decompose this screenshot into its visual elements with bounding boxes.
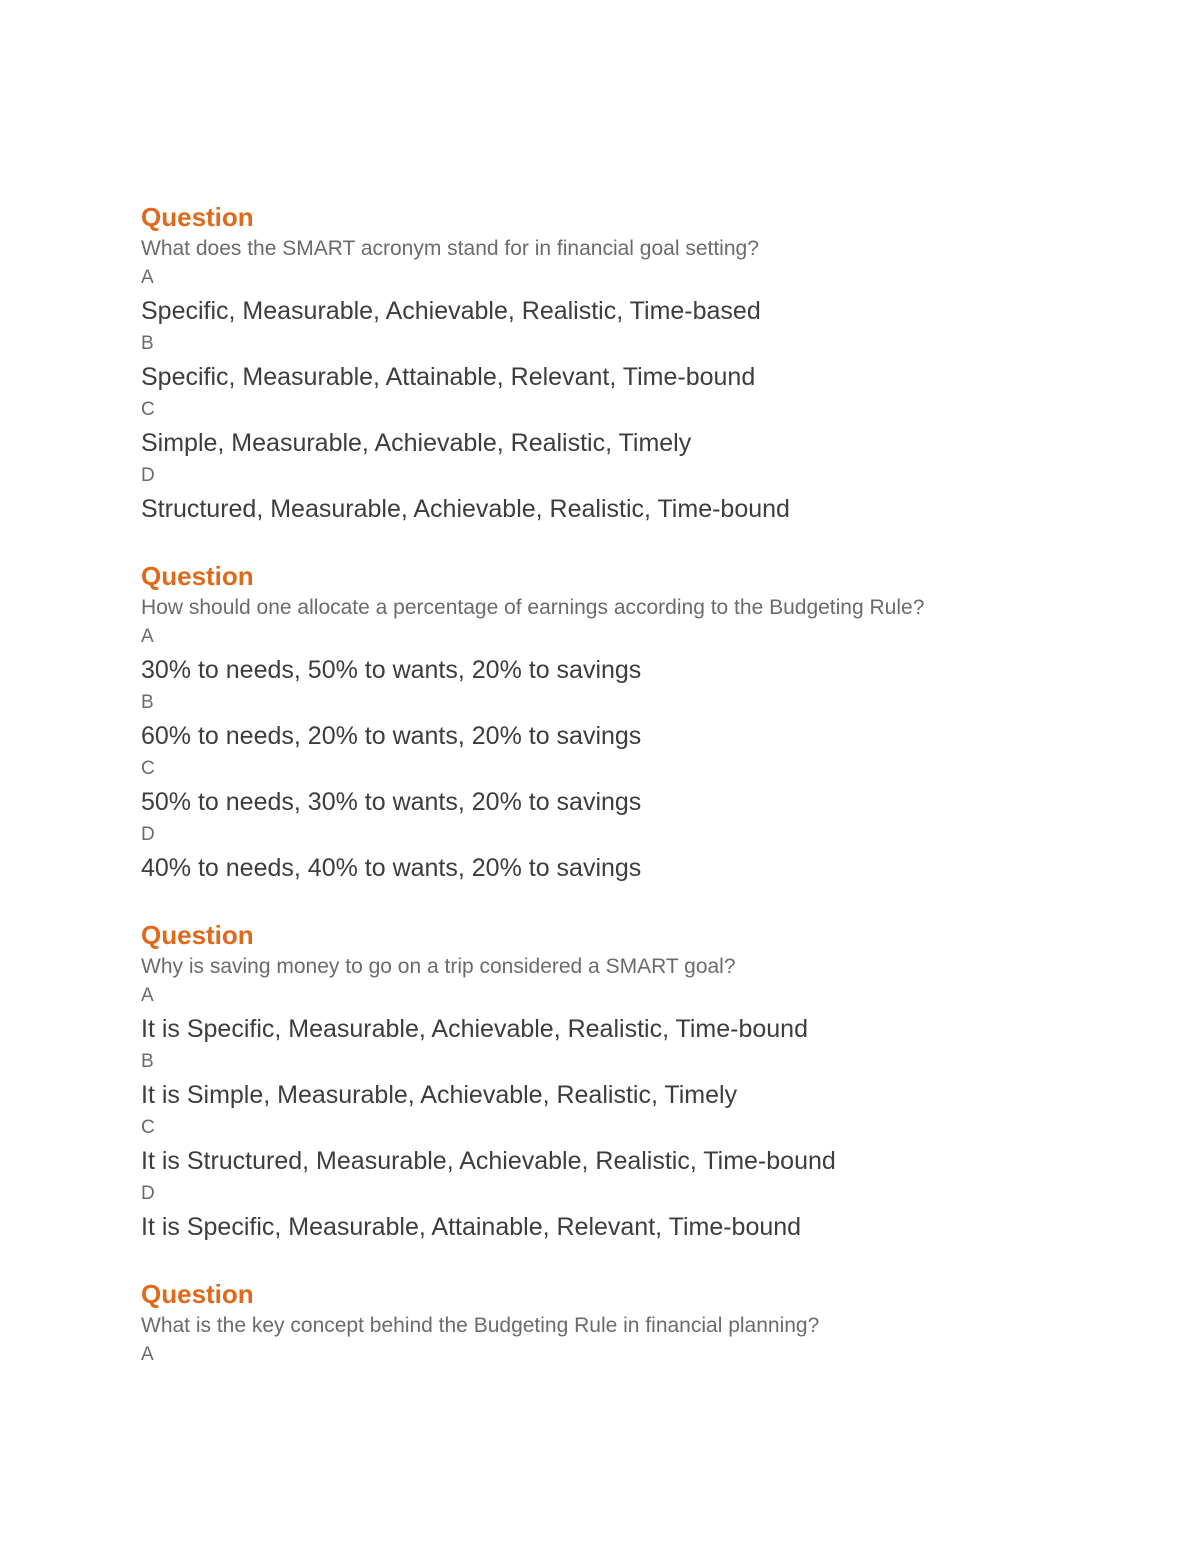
option-text-a: Specific, Measurable, Achievable, Realistic, Time-based (141, 297, 761, 325)
option-text-c: 50% to needs, 30% to wants, 20% to savings (141, 788, 642, 816)
option-text-d: It is Specific, Measurable, Attainable, Relevant, Time-bound (141, 1213, 802, 1241)
question-heading: Question (141, 202, 254, 232)
question-heading: Question (141, 561, 254, 591)
option-text-c: Simple, Measurable, Achievable, Realistic, Timely (141, 429, 692, 457)
option-letter-a: A (141, 985, 154, 1006)
option-text-a: 30% to needs, 50% to wants, 20% to savings (141, 656, 642, 684)
option-letter-d: D (141, 465, 155, 486)
option-letter-a: A (141, 626, 154, 647)
question-text: What is the key concept behind the Budgeting Rule in financial planning? (141, 1314, 820, 1337)
question-block-2 (141, 559, 1141, 887)
option-letter-a: A (141, 1344, 154, 1365)
question-text: What does the SMART acronym stand for in financial goal setting? (141, 237, 759, 260)
option-letter-d: D (141, 1183, 155, 1204)
option-text-d: 40% to needs, 40% to wants, 20% to savings (141, 854, 642, 882)
option-text-b: Specific, Measurable, Attainable, Relevant, Time-bound (141, 363, 756, 391)
question-text: How should one allocate a percentage of earnings according to the Budgeting Rule? (141, 596, 925, 619)
option-letter-c: C (141, 399, 155, 420)
question-text: Why is saving money to go on a trip considered a SMART goal? (141, 955, 736, 978)
option-text-b: It is Simple, Measurable, Achievable, Realistic, Timely (141, 1081, 738, 1109)
option-letter-b: B (141, 692, 154, 713)
option-letter-c: C (141, 758, 155, 779)
option-letter-b: B (141, 333, 154, 354)
question-block-4 (141, 1277, 1141, 1369)
option-text-c: It is Structured, Measurable, Achievable, Realistic, Time-bound (141, 1147, 836, 1175)
question-heading: Question (141, 1279, 254, 1309)
option-letter-c: C (141, 1117, 155, 1138)
option-text-b: 60% to needs, 20% to wants, 20% to savings (141, 722, 642, 750)
question-block-3 (141, 918, 1141, 1246)
option-letter-b: B (141, 1051, 154, 1072)
option-text-a: It is Specific, Measurable, Achievable, Realistic, Time-bound (141, 1015, 808, 1043)
option-letter-d: D (141, 824, 155, 845)
question-block-1 (141, 200, 1141, 528)
document-page (141, 200, 1141, 1400)
option-letter-a: A (141, 267, 154, 288)
option-text-d: Structured, Measurable, Achievable, Realistic, Time-bound (141, 495, 790, 523)
question-heading: Question (141, 920, 254, 950)
